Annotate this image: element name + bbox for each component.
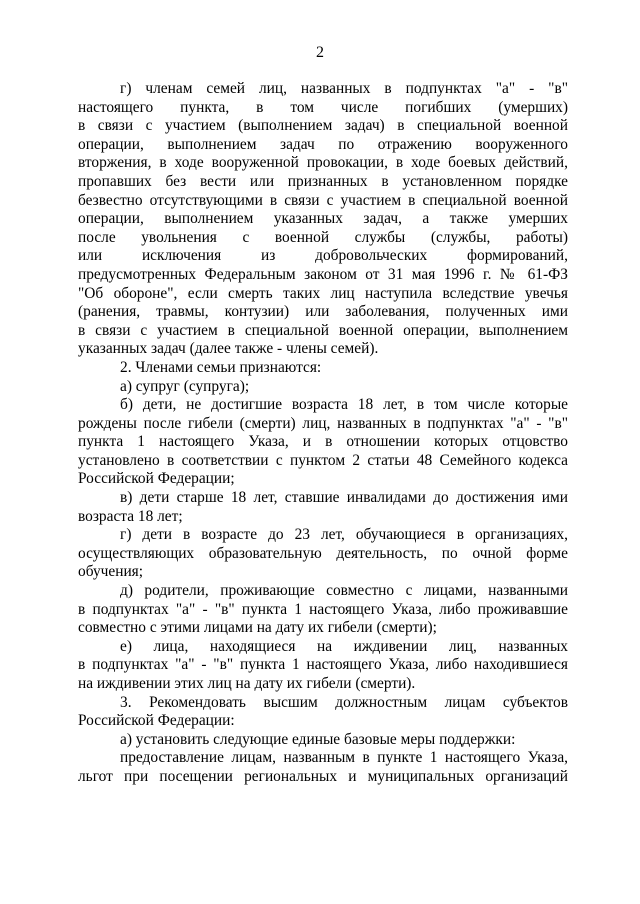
text-line: д) родители, проживающие совместно с лицами, названными: [120, 582, 568, 600]
text-line: предусмотренных Федеральным законом от 31 мая 1996 г. № 61-ФЗ: [78, 265, 568, 283]
text-line: Российской Федерации:: [78, 712, 235, 730]
paragraph-item-a-establish: [78, 731, 568, 750]
text-line: Российской Федерации;: [78, 470, 235, 488]
paragraph-item-g-children-students: [78, 526, 568, 582]
text-line: указанных задач (далее также - члены семей).: [78, 340, 379, 358]
text-line: в связи с участием (выполнением задач) в специальной военной: [78, 117, 568, 135]
paragraph-item-e-dependents: [78, 638, 568, 694]
text-line: 3. Рекомендовать высшим должностным лицам субъектов: [120, 693, 568, 711]
paragraph-item-2-family-members: [78, 359, 568, 378]
text-line: вторжения, в ходе вооруженной провокации, в ходе боевых действий,: [78, 154, 568, 172]
paragraph-item-a-spouse: [78, 378, 568, 397]
paragraph-item-g-family: [78, 80, 568, 359]
paragraph-item-b-children: [78, 396, 568, 489]
text-line: рождены после гибели (смерти) лиц, названных в подпунктах "а" - "в": [78, 414, 568, 432]
paragraph-item-d-parents: [78, 582, 568, 638]
text-line: "Об обороне", если смерть таких лиц наступила вследствие увечья: [78, 284, 568, 302]
text-line: в связи с участием в специальной военной операции, выполнением: [78, 321, 568, 339]
text-line: на иждивении этих лиц на дату их гибели (смерти).: [78, 675, 416, 692]
text-line: установлено в соответствии с пунктом 2 статьи 48 Семейного кодекса: [78, 451, 568, 469]
text-line: операции, выполнением указанных задач, а также умерших: [78, 210, 568, 228]
text-line: б) дети, не достигшие возраста 18 лет, в том числе которые: [120, 396, 568, 414]
text-line: пункта 1 настоящего Указа, и в отношении которых отцовство: [78, 433, 568, 451]
text-line: или исключения из добровольческих формирований,: [78, 247, 568, 265]
text-line: безвестно отсутствующими в связи с участием в специальной военной: [78, 191, 568, 209]
page-number: 2: [316, 44, 324, 61]
text-line: в подпунктах "а" - "в" пункта 1 настоящего Указа, либо находившиеся: [78, 656, 568, 674]
text-line: а) супруг (супруга);: [120, 377, 250, 395]
text-line: 2. Членами семьи признаются:: [120, 358, 322, 376]
text-line: в) дети старше 18 лет, ставшие инвалидами до достижения ими: [120, 489, 568, 507]
text-line: а) установить следующие единые базовые меры поддержки:: [120, 730, 516, 748]
text-line: осуществляющих образовательную деятельность, по очной форме: [78, 544, 568, 562]
text-line: е) лица, находящиеся на иждивении лиц, названных: [120, 637, 568, 655]
paragraph-item-privileges: [78, 749, 568, 786]
text-line: г) членам семей лиц, названных в подпунктах "а" - "в": [120, 80, 568, 97]
paragraph-item-3-recommend: [78, 694, 568, 731]
text-line: предоставление лицам, названным в пункте 1 настоящего Указа,: [120, 749, 568, 767]
text-line: в подпунктах "а" - "в" пункта 1 настоящего Указа, либо проживавшие: [78, 600, 568, 618]
text-line: обучения;: [78, 563, 144, 581]
text-line: возраста 18 лет;: [78, 507, 183, 525]
document-body: [78, 80, 568, 787]
text-line: операции, выполнением задач по отражению вооруженного: [78, 135, 568, 153]
text-line: после увольнения с военной службы (службы, работы): [78, 228, 568, 246]
text-line: (ранения, травмы, контузии) или заболевания, полученных ими: [78, 303, 568, 321]
text-line: совместно с этими лицами на дату их гибели (смерти);: [78, 619, 437, 637]
text-line: льгот при посещении региональных и муниципальных организаций: [78, 767, 568, 785]
text-line: г) дети в возрасте до 23 лет, обучающиеся в организациях,: [120, 526, 568, 544]
paragraph-item-v-children-disabled: [78, 489, 568, 526]
text-line: настоящего пункта, в том числе погибших (умерших): [78, 98, 568, 116]
text-line: пропавших без вести или признанных в установленном порядке: [78, 172, 568, 190]
